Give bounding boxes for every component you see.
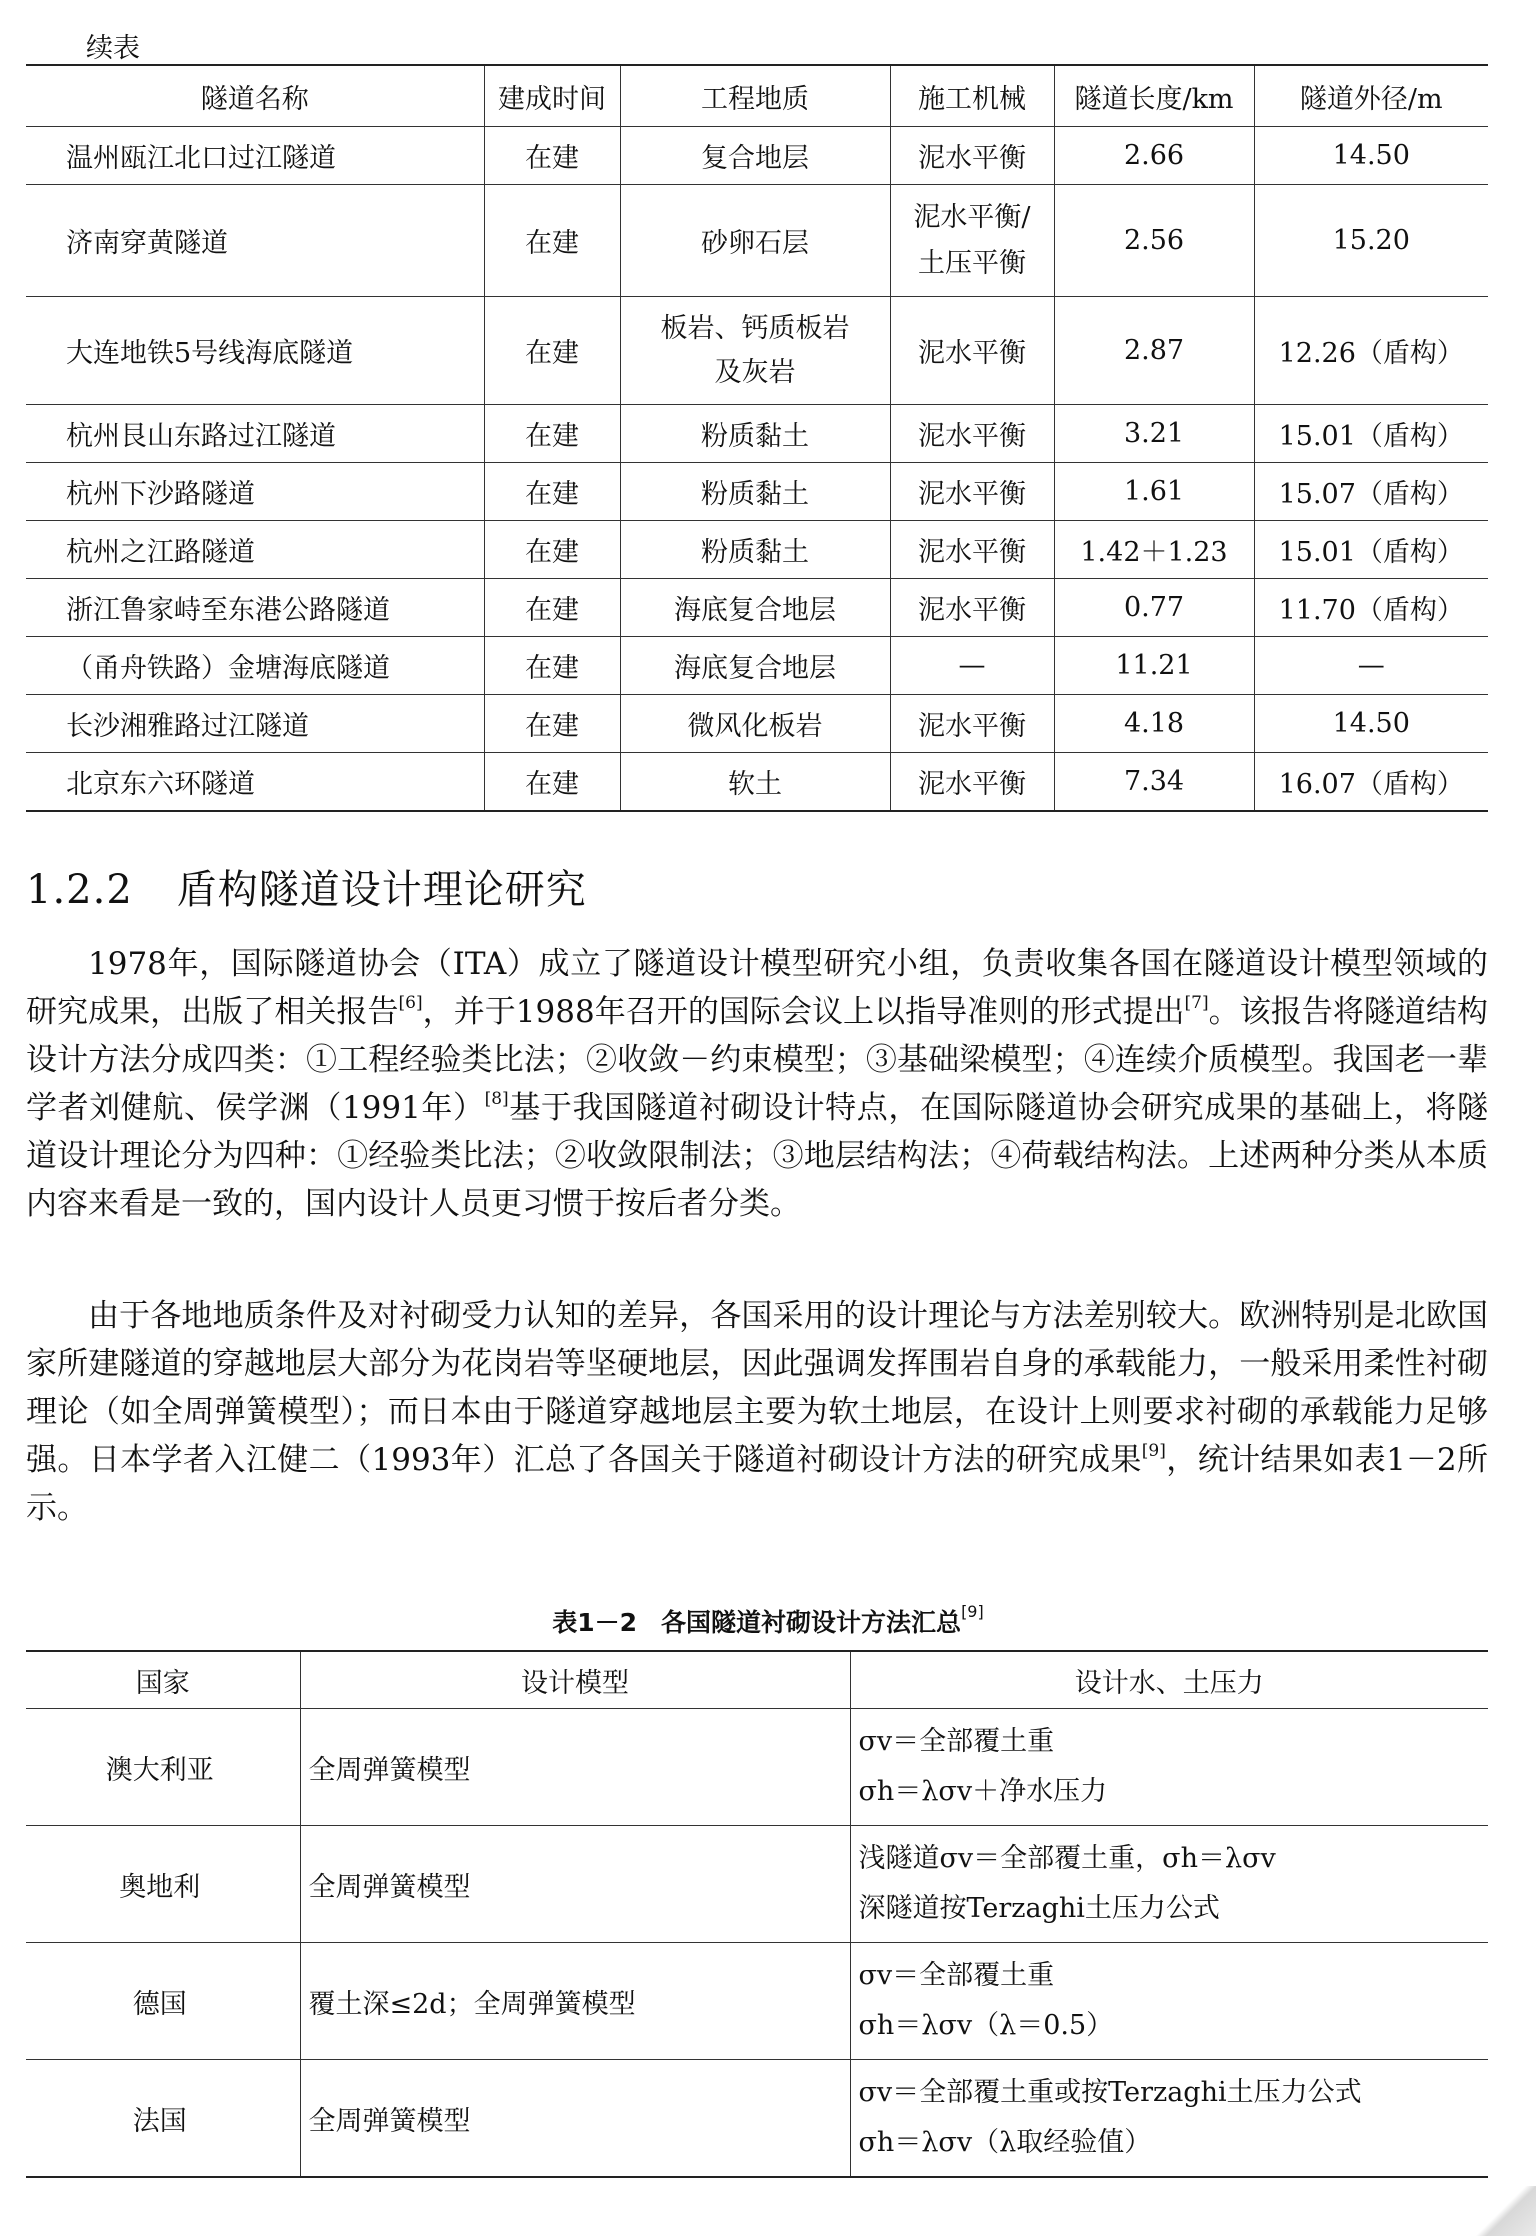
pressure-cell — [850, 1709, 1488, 1826]
table-row — [26, 297, 1488, 405]
diameter: 16.07（盾构） — [1254, 753, 1488, 811]
table-row — [26, 579, 1488, 637]
tunnel-name: 长沙湘雅路过江隧道 — [26, 695, 484, 753]
geology: 软土 — [620, 753, 890, 811]
col-header-length: 隧道长度/km — [1054, 65, 1254, 127]
design-model: 全周弹簧模型 — [300, 1826, 850, 1943]
tunnel-name: （甬舟铁路）金塘海底隧道 — [26, 637, 484, 695]
length: 4.18 — [1054, 695, 1254, 753]
col-header-name: 隧道名称 — [26, 65, 484, 127]
diameter: — — [1254, 637, 1488, 695]
machine: — — [890, 637, 1054, 695]
continued-label: 续表 — [86, 33, 140, 64]
geology: 粉质黏土 — [620, 521, 890, 579]
table-row — [26, 405, 1488, 463]
citation: [8] — [484, 1089, 509, 1109]
col-header-diameter: 隧道外径/m — [1254, 65, 1488, 127]
citation: [9] — [1141, 1441, 1166, 1461]
length: 1.42＋1.23 — [1054, 521, 1254, 579]
table-row — [26, 1943, 1488, 2060]
citation: [7] — [1184, 993, 1209, 1013]
design-model: 全周弹簧模型 — [300, 2060, 850, 2178]
diameter: 11.70（盾构） — [1254, 579, 1488, 637]
length: 7.34 — [1054, 753, 1254, 811]
tunnel-name: 杭州下沙路隧道 — [26, 463, 484, 521]
citation: [6] — [398, 993, 423, 1013]
diameter: 15.20 — [1254, 185, 1488, 297]
text-run: 1978年，国际隧道协会（ITA）成立了隧道设计模型研究小组，负责收集各国在隧道设计模型领域的研究成果，出版了相关报告 — [26, 946, 1488, 1030]
machine-line-2: 土压平衡 — [918, 247, 1026, 279]
pressure-line-2: 深隧道按Terzaghi土压力公式 — [858, 1893, 1220, 1924]
text-run: ，并于1988年召开的国际会议上以指导准则的形式提出 — [422, 994, 1185, 1030]
build-time: 在建 — [484, 127, 620, 185]
machine: 泥水平衡 — [890, 405, 1054, 463]
table-caption — [0, 1603, 1536, 1639]
caption-title: 各国隧道衬砌设计方法汇总 — [661, 1608, 962, 1637]
design-model: 覆土深≤2d；全周弹簧模型 — [300, 1943, 850, 2060]
table-row — [26, 1709, 1488, 1826]
tunnel-name: 温州瓯江北口过江隧道 — [26, 127, 484, 185]
col-header-time: 建成时间 — [484, 65, 620, 127]
machine: 泥水平衡 — [890, 579, 1054, 637]
table-row — [26, 185, 1488, 297]
table-header-row — [26, 65, 1488, 127]
geology: 海底复合地层 — [620, 637, 890, 695]
section-heading — [26, 858, 587, 915]
table-header-row — [26, 1651, 1488, 1709]
text-run: ，统计结果如表1－2所示。 — [26, 1442, 1488, 1526]
geology-line-1: 板岩、钙质板岩 — [660, 312, 850, 344]
geology: 粉质黏土 — [620, 405, 890, 463]
table-row — [26, 637, 1488, 695]
country: 澳大利亚 — [26, 1709, 300, 1826]
country: 法国 — [26, 2060, 300, 2178]
tunnel-name: 浙江鲁家峙至东港公路隧道 — [26, 579, 484, 637]
section-number: 1.2.2 — [26, 867, 133, 913]
diameter: 15.01（盾构） — [1254, 521, 1488, 579]
table-row — [26, 2060, 1488, 2178]
tunnel-name: 杭州之江路隧道 — [26, 521, 484, 579]
diameter: 15.07（盾构） — [1254, 463, 1488, 521]
tunnel-name: 大连地铁5号线海底隧道 — [26, 297, 484, 405]
pressure-line-1: 浅隧道σv＝全部覆土重，σh＝λσv — [858, 1843, 1276, 1874]
tunnel-name: 北京东六环隧道 — [26, 753, 484, 811]
paragraph — [26, 940, 1488, 1228]
text-run: 基于我国隧道衬砌设计特点，在国际隧道协会研究成果的基础上，将隧道设计理论分为四种：①经验类比法；②收敛限制法；③地层结构法；④荷载结构法。上述两种分类从本质内容来看是一致的，国内设计人员更习惯于按后者分类。 — [26, 1090, 1488, 1222]
tunnel-name: 济南穿黄隧道 — [26, 185, 484, 297]
build-time: 在建 — [484, 463, 620, 521]
col-header-country: 国家 — [26, 1651, 300, 1709]
country: 德国 — [26, 1943, 300, 2060]
build-time: 在建 — [484, 521, 620, 579]
pressure-line-2: σh＝λσv（λ＝0.5） — [858, 2010, 1114, 2041]
design-method-table — [26, 1650, 1488, 2178]
build-time: 在建 — [484, 579, 620, 637]
country: 奥地利 — [26, 1826, 300, 1943]
geology: 砂卵石层 — [620, 185, 890, 297]
pressure-line-2: σh＝λσv（λ取经验值） — [858, 2127, 1152, 2158]
machine: 泥水平衡 — [890, 753, 1054, 811]
build-time: 在建 — [484, 297, 620, 405]
diameter: 15.01（盾构） — [1254, 405, 1488, 463]
tunnel-name: 杭州艮山东路过江隧道 — [26, 405, 484, 463]
pressure-cell — [850, 1943, 1488, 2060]
diameter: 12.26（盾构） — [1254, 297, 1488, 405]
table-row — [26, 463, 1488, 521]
machine: 泥水平衡 — [890, 521, 1054, 579]
length: 3.21 — [1054, 405, 1254, 463]
geology-line-2: 及灰岩 — [714, 356, 796, 388]
table-row — [26, 695, 1488, 753]
diameter: 14.50 — [1254, 695, 1488, 753]
pressure-line-1: σv＝全部覆土重 — [858, 1960, 1055, 1991]
machine: 泥水平衡 — [890, 463, 1054, 521]
length: 1.61 — [1054, 463, 1254, 521]
col-header-pressure: 设计水、土压力 — [850, 1651, 1488, 1709]
geology: 复合地层 — [620, 127, 890, 185]
geology — [620, 297, 890, 405]
caption-number: 表1－2 — [552, 1608, 638, 1637]
length: 0.77 — [1054, 579, 1254, 637]
pressure-line-1: σv＝全部覆土重 — [858, 1726, 1055, 1757]
pressure-line-1: σv＝全部覆土重或按Terzaghi土压力公式 — [858, 2077, 1362, 2108]
text-run: 由于各地地质条件及对衬砌受力认知的差异，各国采用的设计理论与方法差别较大。欧洲特别是北欧国家所建隧道的穿越地层大部分为花岗岩等坚硬地层，因此强调发挥围岩自身的承载能力，一般采用柔性衬砌理论（如全周弹簧模型）；而日本由于隧道穿越地层主要为软土地层，在设计上则要求衬砌的承载能力足够强。日本学者入江健二（1993年）汇总了各国关于隧道衬砌设计方法的研究成果 — [26, 1298, 1488, 1478]
length: 2.56 — [1054, 185, 1254, 297]
length: 11.21 — [1054, 637, 1254, 695]
machine-line-1: 泥水平衡/ — [913, 201, 1031, 233]
page-curl-decoration — [1476, 2186, 1536, 2236]
col-header-geology: 工程地质 — [620, 65, 890, 127]
table-row — [26, 1826, 1488, 1943]
build-time: 在建 — [484, 753, 620, 811]
citation: [9] — [961, 1602, 984, 1621]
pressure-line-2: σh＝λσv＋净水压力 — [858, 1776, 1108, 1807]
pressure-cell — [850, 2060, 1488, 2178]
design-model: 全周弹簧模型 — [300, 1709, 850, 1826]
text-run: 。该报告将隧道结构设计方法分成四类：①工程经验类比法；②收敛－约束模型；③基础梁模型；④连续介质模型。我国老一辈学者刘健航、侯学渊（1991年） — [26, 994, 1489, 1126]
table-row — [26, 753, 1488, 811]
machine — [890, 185, 1054, 297]
build-time: 在建 — [484, 637, 620, 695]
build-time: 在建 — [484, 185, 620, 297]
geology: 微风化板岩 — [620, 695, 890, 753]
pressure-cell — [850, 1826, 1488, 1943]
col-header-machine: 施工机械 — [890, 65, 1054, 127]
length: 2.87 — [1054, 297, 1254, 405]
diameter: 14.50 — [1254, 127, 1488, 185]
geology: 粉质黏土 — [620, 463, 890, 521]
col-header-model: 设计模型 — [300, 1651, 850, 1709]
paragraph — [26, 1292, 1488, 1532]
table-row — [26, 127, 1488, 185]
build-time: 在建 — [484, 405, 620, 463]
section-title: 盾构隧道设计理论研究 — [176, 867, 587, 913]
geology: 海底复合地层 — [620, 579, 890, 637]
table-row — [26, 521, 1488, 579]
tunnel-table — [26, 64, 1488, 812]
length: 2.66 — [1054, 127, 1254, 185]
build-time: 在建 — [484, 695, 620, 753]
machine: 泥水平衡 — [890, 695, 1054, 753]
machine: 泥水平衡 — [890, 127, 1054, 185]
machine: 泥水平衡 — [890, 297, 1054, 405]
